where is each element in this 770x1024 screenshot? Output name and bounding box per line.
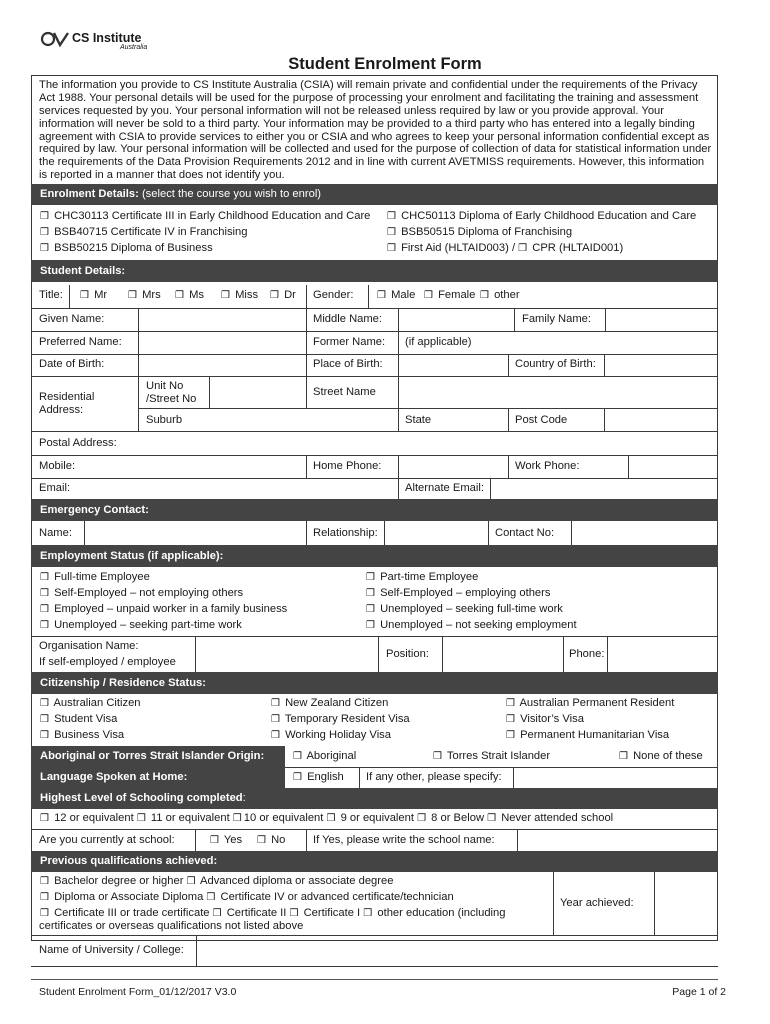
emp-not-seeking[interactable]: ❒ Unemployed – not seeking employment [366,619,577,631]
checkbox-icon[interactable]: ❒ [417,813,427,824]
logo-subtitle: Australia [120,44,148,51]
checkbox-icon[interactable]: ❒ [480,290,489,301]
emp-self-employing[interactable]: ❒ Self-Employed – employing others [366,587,551,599]
contact-no-label: Contact No: [495,527,555,539]
checkbox-icon[interactable]: ❒ [40,588,49,599]
postal-address-label: Postal Address: [39,437,117,449]
schooling-options[interactable]: ❒ 12 or equivalent ❒ 11 or equivalent ❒ 10 or equivalent ❒ 9 or equivalent ❒ 8 or Below ❒ Never attended school [40,812,614,824]
checkbox-icon[interactable]: ❒ [387,211,396,222]
checkbox-icon[interactable]: ❒ [619,751,628,762]
checkbox-icon[interactable]: ❒ [40,604,49,615]
origin-none[interactable]: ❒ None of these [619,750,703,762]
title-miss[interactable]: ❒ Miss [221,289,259,301]
middle-name-label: Middle Name: [313,313,383,325]
checkbox-icon[interactable]: ❒ [424,290,433,301]
checkbox-icon[interactable]: ❒ [366,588,375,599]
checkbox-icon[interactable]: ❒ [293,751,302,762]
schooling-header: Highest Level of Schooling completed: [31,788,718,809]
checkbox-icon[interactable]: ❒ [206,892,216,903]
checkbox-icon[interactable]: ❒ [40,227,49,238]
cit-working-holiday[interactable]: ❒ Working Holiday Visa [271,729,391,741]
gender-other[interactable]: ❒ other [480,289,520,301]
checkbox-icon[interactable]: ❒ [366,620,375,631]
qualifications-header: Previous qualifications achieved: [31,851,718,872]
title-mrs[interactable]: ❒ Mrs [128,289,161,301]
checkbox-icon[interactable]: ❒ [271,714,280,725]
cit-new-zealand[interactable]: ❒ New Zealand Citizen [271,697,389,709]
checkbox-icon[interactable]: ❒ [40,730,49,741]
family-name-label: Family Name: [522,313,591,325]
residential-address-label: Residential Address: [39,391,95,416]
emp-self-not-employing[interactable]: ❒ Self-Employed – not employing others [40,587,244,599]
student-details-header: Student Details: [31,260,718,282]
qual-row-3-continued: certificates or overseas qualifications not listed above [39,920,304,932]
home-phone-label: Home Phone: [313,460,382,472]
checkbox-icon[interactable]: ❒ [232,813,242,824]
checkbox-icon[interactable]: ❒ [271,698,280,709]
self-employed-hint: If self-employed / employee [39,656,176,668]
emp-full-time[interactable]: ❒ Full-time Employee [40,571,150,583]
checkbox-icon[interactable]: ❒ [366,572,375,583]
enrolment-header: Enrolment Details: (select the course you wish to enrol) [31,184,718,205]
relationship-label: Relationship: [313,527,378,539]
emergency-name-label: Name: [39,527,72,539]
checkbox-icon[interactable]: ❒ [80,290,89,301]
checkbox-icon[interactable]: ❒ [40,243,49,254]
emp-part-time[interactable]: ❒ Part-time Employee [366,571,479,583]
preferred-name-label: Preferred Name: [39,336,122,348]
cit-visitor-visa[interactable]: ❒ Visitor’s Visa [506,713,584,725]
qual-row-2[interactable]: ❒ Diploma or Associate Diploma ❒ Certificate IV or advanced certificate/technician [40,891,454,903]
checkbox-icon[interactable]: ❒ [221,290,230,301]
position-label: Position: [386,648,429,660]
checkbox-icon[interactable]: ❒ [210,835,219,846]
organisation-name-label: Organisation Name: [39,640,139,652]
checkbox-icon[interactable]: ❒ [40,698,49,709]
given-name-label: Given Name: [39,313,105,325]
year-achieved-label: Year achieved: [560,897,634,909]
checkbox-icon[interactable]: ❒ [433,751,442,762]
suburb-label: Suburb [146,414,183,426]
course-chc30113[interactable]: ❒ CHC30113 Certificate III in Early Childhood Education and Care [40,210,371,222]
checkbox-icon[interactable]: ❒ [387,243,396,254]
place-of-birth-label: Place of Birth: [313,358,383,370]
checkbox-icon[interactable]: ❒ [506,730,515,741]
country-of-birth-label: Country of Birth: [515,358,596,370]
cit-humanitarian[interactable]: ❒ Permanent Humanitarian Visa [506,729,670,741]
mobile-label: Mobile: [39,460,76,472]
logo-mark-icon [40,30,70,48]
checkbox-icon[interactable]: ❒ [40,892,49,903]
at-school-label: Are you currently at school: [39,834,175,846]
state-label: State [405,414,432,426]
language-english[interactable]: ❒ English [293,771,344,783]
course-bsb40715[interactable]: ❒ BSB40715 Certificate IV in Franchising [40,226,248,238]
checkbox-icon[interactable]: ❒ [212,908,222,919]
school-name-label: If Yes, please write the school name: [313,834,495,846]
checkbox-icon[interactable]: ❒ [289,908,299,919]
checkbox-icon[interactable]: ❒ [326,813,336,824]
course-bsb50515[interactable]: ❒ BSB50515 Diploma of Franchising [387,226,573,238]
checkbox-icon[interactable]: ❒ [175,290,184,301]
work-phone-label: Work Phone: [515,460,580,472]
emergency-contact-header: Emergency Contact: [31,499,718,521]
checkbox-icon[interactable]: ❒ [40,813,49,824]
qual-row-3[interactable]: ❒ Certificate III or trade certificate ❒ Certificate II ❒ Certificate I ❒ other education (including [40,907,506,919]
course-bsb50215[interactable]: ❒ BSB50215 Diploma of Business [40,242,213,254]
checkbox-icon[interactable]: ❒ [377,290,386,301]
checkbox-icon[interactable]: ❒ [487,813,497,824]
cit-temporary-resident[interactable]: ❒ Temporary Resident Visa [271,713,410,725]
employment-status-header: Employment Status (if applicable): [31,545,718,567]
title-ms[interactable]: ❒ Ms [175,289,204,301]
citizenship-header: Citizenship / Residence Status: [31,672,718,694]
language-header: Language Spoken at Home: [31,767,285,788]
footer-form-version: Student Enrolment Form_01/12/2017 V3.0 [39,986,237,998]
checkbox-icon[interactable]: ❒ [270,290,279,301]
checkbox-icon[interactable]: ❒ [40,211,49,222]
gender-male[interactable]: ❒ Male [377,289,416,301]
checkbox-icon[interactable]: ❒ [136,813,146,824]
university-label: Name of University / College: [39,944,184,956]
aboriginal-header: Aboriginal or Torres Strait Islander Origin: [31,746,285,767]
checkbox-icon[interactable]: ❒ [506,698,515,709]
checkbox-icon[interactable]: ❒ [40,876,49,887]
footer-rule [31,979,718,980]
cit-student-visa[interactable]: ❒ Student Visa [40,713,118,725]
employment-phone-label: Phone: [569,648,605,660]
emp-unemployed-part-time[interactable]: ❒ Unemployed – seeking part-time work [40,619,242,631]
checkbox-icon[interactable]: ❒ [128,290,137,301]
checkbox-icon[interactable]: ❒ [40,714,49,725]
at-school-no[interactable]: ❒ No [257,834,286,846]
origin-torres-strait[interactable]: ❒ Torres Strait Islander [433,750,551,762]
cit-australian[interactable]: ❒ Australian Citizen [40,697,141,709]
checkbox-icon[interactable]: ❒ [293,772,302,783]
qual-row-1[interactable]: ❒ Bachelor degree or higher ❒ Advanced diploma or associate degree [40,875,394,887]
checkbox-icon[interactable]: ❒ [387,227,396,238]
cit-business-visa[interactable]: ❒ Business Visa [40,729,125,741]
language-other-label: If any other, please specify: [366,771,502,783]
origin-aboriginal[interactable]: ❒ Aboriginal [293,750,357,762]
page-title: Student Enrolment Form [288,55,482,73]
title-mr[interactable]: ❒ Mr [80,289,108,301]
checkbox-icon[interactable]: ❒ [518,243,528,254]
logo-name: CS Institute [72,31,142,45]
checkbox-icon[interactable]: ❒ [40,620,49,631]
checkbox-icon[interactable]: ❒ [257,835,266,846]
at-school-yes[interactable]: ❒ Yes [210,834,243,846]
course-chc50113[interactable]: ❒ CHC50113 Diploma of Early Childhood Education and Care [387,210,697,222]
title-label: Title: [39,289,63,301]
former-name-label: Former Name: [313,336,386,348]
checkbox-icon[interactable]: ❒ [40,572,49,583]
post-code-label: Post Code [515,414,568,426]
checkbox-icon[interactable]: ❒ [40,908,49,919]
checkbox-icon[interactable]: ❒ [186,876,196,887]
emp-unpaid-family[interactable]: ❒ Employed – unpaid worker in a family business [40,603,288,615]
alternate-email-label: Alternate Email: [405,482,484,494]
former-name-hint: (if applicable) [405,336,472,348]
gender-female[interactable]: ❒ Female [424,289,476,301]
dob-label: Date of Birth: [39,358,105,370]
checkbox-icon[interactable]: ❒ [366,604,375,615]
emp-unemployed-full-time[interactable]: ❒ Unemployed – seeking full-time work [366,603,563,615]
course-first-aid-cpr[interactable]: ❒ First Aid (HLTAID003) / ❒ CPR (HLTAID001) [387,242,624,254]
footer-page-number: Page 1 of 2 [672,986,726,998]
title-dr[interactable]: ❒ Dr [270,289,296,301]
email-label: Email: [39,482,71,494]
checkbox-icon[interactable]: ❒ [506,714,515,725]
street-name-label: Street Name [313,386,376,398]
gender-label: Gender: [313,289,354,301]
checkbox-icon[interactable]: ❒ [363,908,373,919]
cit-permanent-resident[interactable]: ❒ Australian Permanent Resident [506,697,675,709]
checkbox-icon[interactable]: ❒ [271,730,280,741]
privacy-statement: The information you provide to CS Institute Australia (CSIA) will remain private and confidential under the requirements of the Privacy Act 1988. Your personal details will be used for the purpose of processing your enrolment and facilitating the training and assessment services requested by you. Your personal information will not be released unless required by law or you provide approval. Your information will never be sold to a third party. Your information may be provided to a third party who has entered into a legally binding agreement with CSIA to provide services to either you or CSIA and who agrees to keep your personal information confidential except as required by law. Your personal information will be collected and used for the purpose of collection of data for statistical information under the requirements of the Data Provision Requirements 2012 and in line with current AVETMISS requirements. However, this information is reported in a manner that does not identify you. [39,79,712,182]
unit-street-no-label: Unit No /Street No [146,380,197,405]
